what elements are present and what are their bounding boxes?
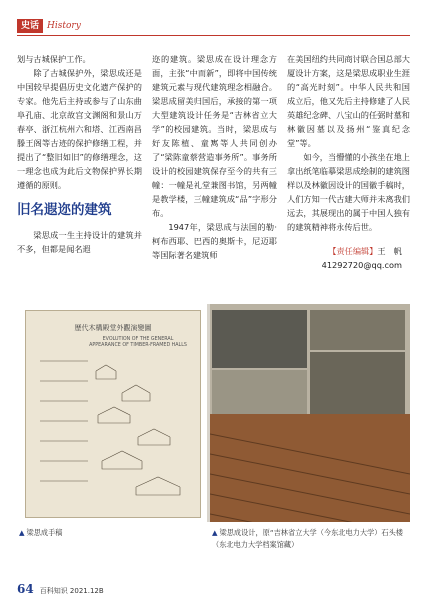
section-title: 旧名遐迩的建筑 <box>17 202 112 218</box>
roof-photo <box>210 414 410 522</box>
paragraph: 除了古城保护外，梁思成还是中国较早提倡历史文化遗产保护的专家。他先后主持或参与了山东曲阜孔庙、北京故宫文渊阁和景山万春亭、浙江杭州六和塔、江西南昌滕王阁等古迹的保护修缮工程，并提出了“整旧如旧”的修缮理念，这一理念也成为此后文物保护界长期遵循的原则。 <box>17 68 142 190</box>
paragraph: 如今，当懵懂的小孩坐在地上拿出纸笔临摹梁思成绘制的建筑图样以及林徽因设计的国徽手稿时，人们方知一代古建大师并未离我们远去，其展现出的属于中国人独有的建筑精神将永传后世。 <box>287 152 410 232</box>
paragraph: 迩的建筑。梁思成在设计理念方面，主张“中而新”，即将中国传统建筑元素与现代建筑理念相融合。梁思成留美归国后，承接的第一项大型建筑设计任务是“吉林省立大学”的校园建筑。当时，梁思成与好友陈植、童寯等人共同创办了“梁陈童蔡营造事务所”。事务所设计的校园建筑保存至今的共有三幢：一幢是礼堂兼图书馆，另两幢是教学楼，三幢建筑成“品”字形分布。 <box>152 54 277 218</box>
roof-tiles <box>210 414 410 522</box>
caption-left <box>19 527 189 539</box>
historic-photo <box>212 310 307 368</box>
building-photos <box>210 304 410 522</box>
editor-name: 王 帆 <box>377 246 402 256</box>
section-header <box>17 18 81 34</box>
hall-drawings <box>26 311 200 517</box>
historic-photo <box>310 352 405 416</box>
paragraph: 梁思成一生主持设计的建筑并不多，但都是闻名遐 <box>17 230 142 254</box>
editor-credit <box>287 244 410 272</box>
section-badge: 史话 <box>17 19 43 33</box>
drawing-subtitle: EVOLUTION OF THE GENERAL APPEARANCE OF TIMBER-FRAMED HALLS <box>89 337 187 348</box>
paragraph: 划与古城保护工作。 <box>17 54 91 64</box>
header-rule <box>17 35 410 36</box>
page-footer <box>17 582 104 596</box>
drawing-title: 歷代木構殿堂外觀演變圖 <box>74 324 152 332</box>
manuscript-sheet <box>25 310 201 518</box>
paragraph: 在美国纽约共同商讨联合国总部大厦设计方案，这是梁思成职业生涯的“高光时刻”。中华人民共和国成立后，他又先后主持修建了人民英雄纪念碑、八宝山的任弼时墓和林徽因墓以及扬州“鉴真纪念堂”等。 <box>287 54 410 148</box>
page-number: 64 <box>17 582 34 596</box>
caption-text: 梁思成手稿 <box>26 528 63 537</box>
editor-label: 【责任编辑】 <box>328 246 378 256</box>
historic-photo <box>212 370 307 414</box>
column-1 <box>17 52 142 256</box>
editor-email: 41292720@qq.com <box>321 260 402 270</box>
section-english: History <box>47 21 81 31</box>
triangle-icon: ▲ <box>212 528 218 537</box>
column-2 <box>152 52 277 262</box>
paragraph: 1947年，梁思成与法国的勒·柯布西耶、巴西的奥斯卡，尼迈耶等国际著名建筑师 <box>152 222 277 260</box>
photo-area <box>17 304 410 522</box>
caption-right <box>212 527 410 551</box>
caption-text: 梁思成设计，原“吉林省立大学（今东北电力大学）石头楼（东北电力大学档案馆藏） <box>212 528 403 549</box>
triangle-icon: ▲ <box>19 528 25 537</box>
column-3 <box>287 52 410 272</box>
historic-photo <box>310 310 405 350</box>
manuscript-photo <box>17 304 207 522</box>
journal-issue: 百科知识 2021.12B <box>39 587 104 595</box>
